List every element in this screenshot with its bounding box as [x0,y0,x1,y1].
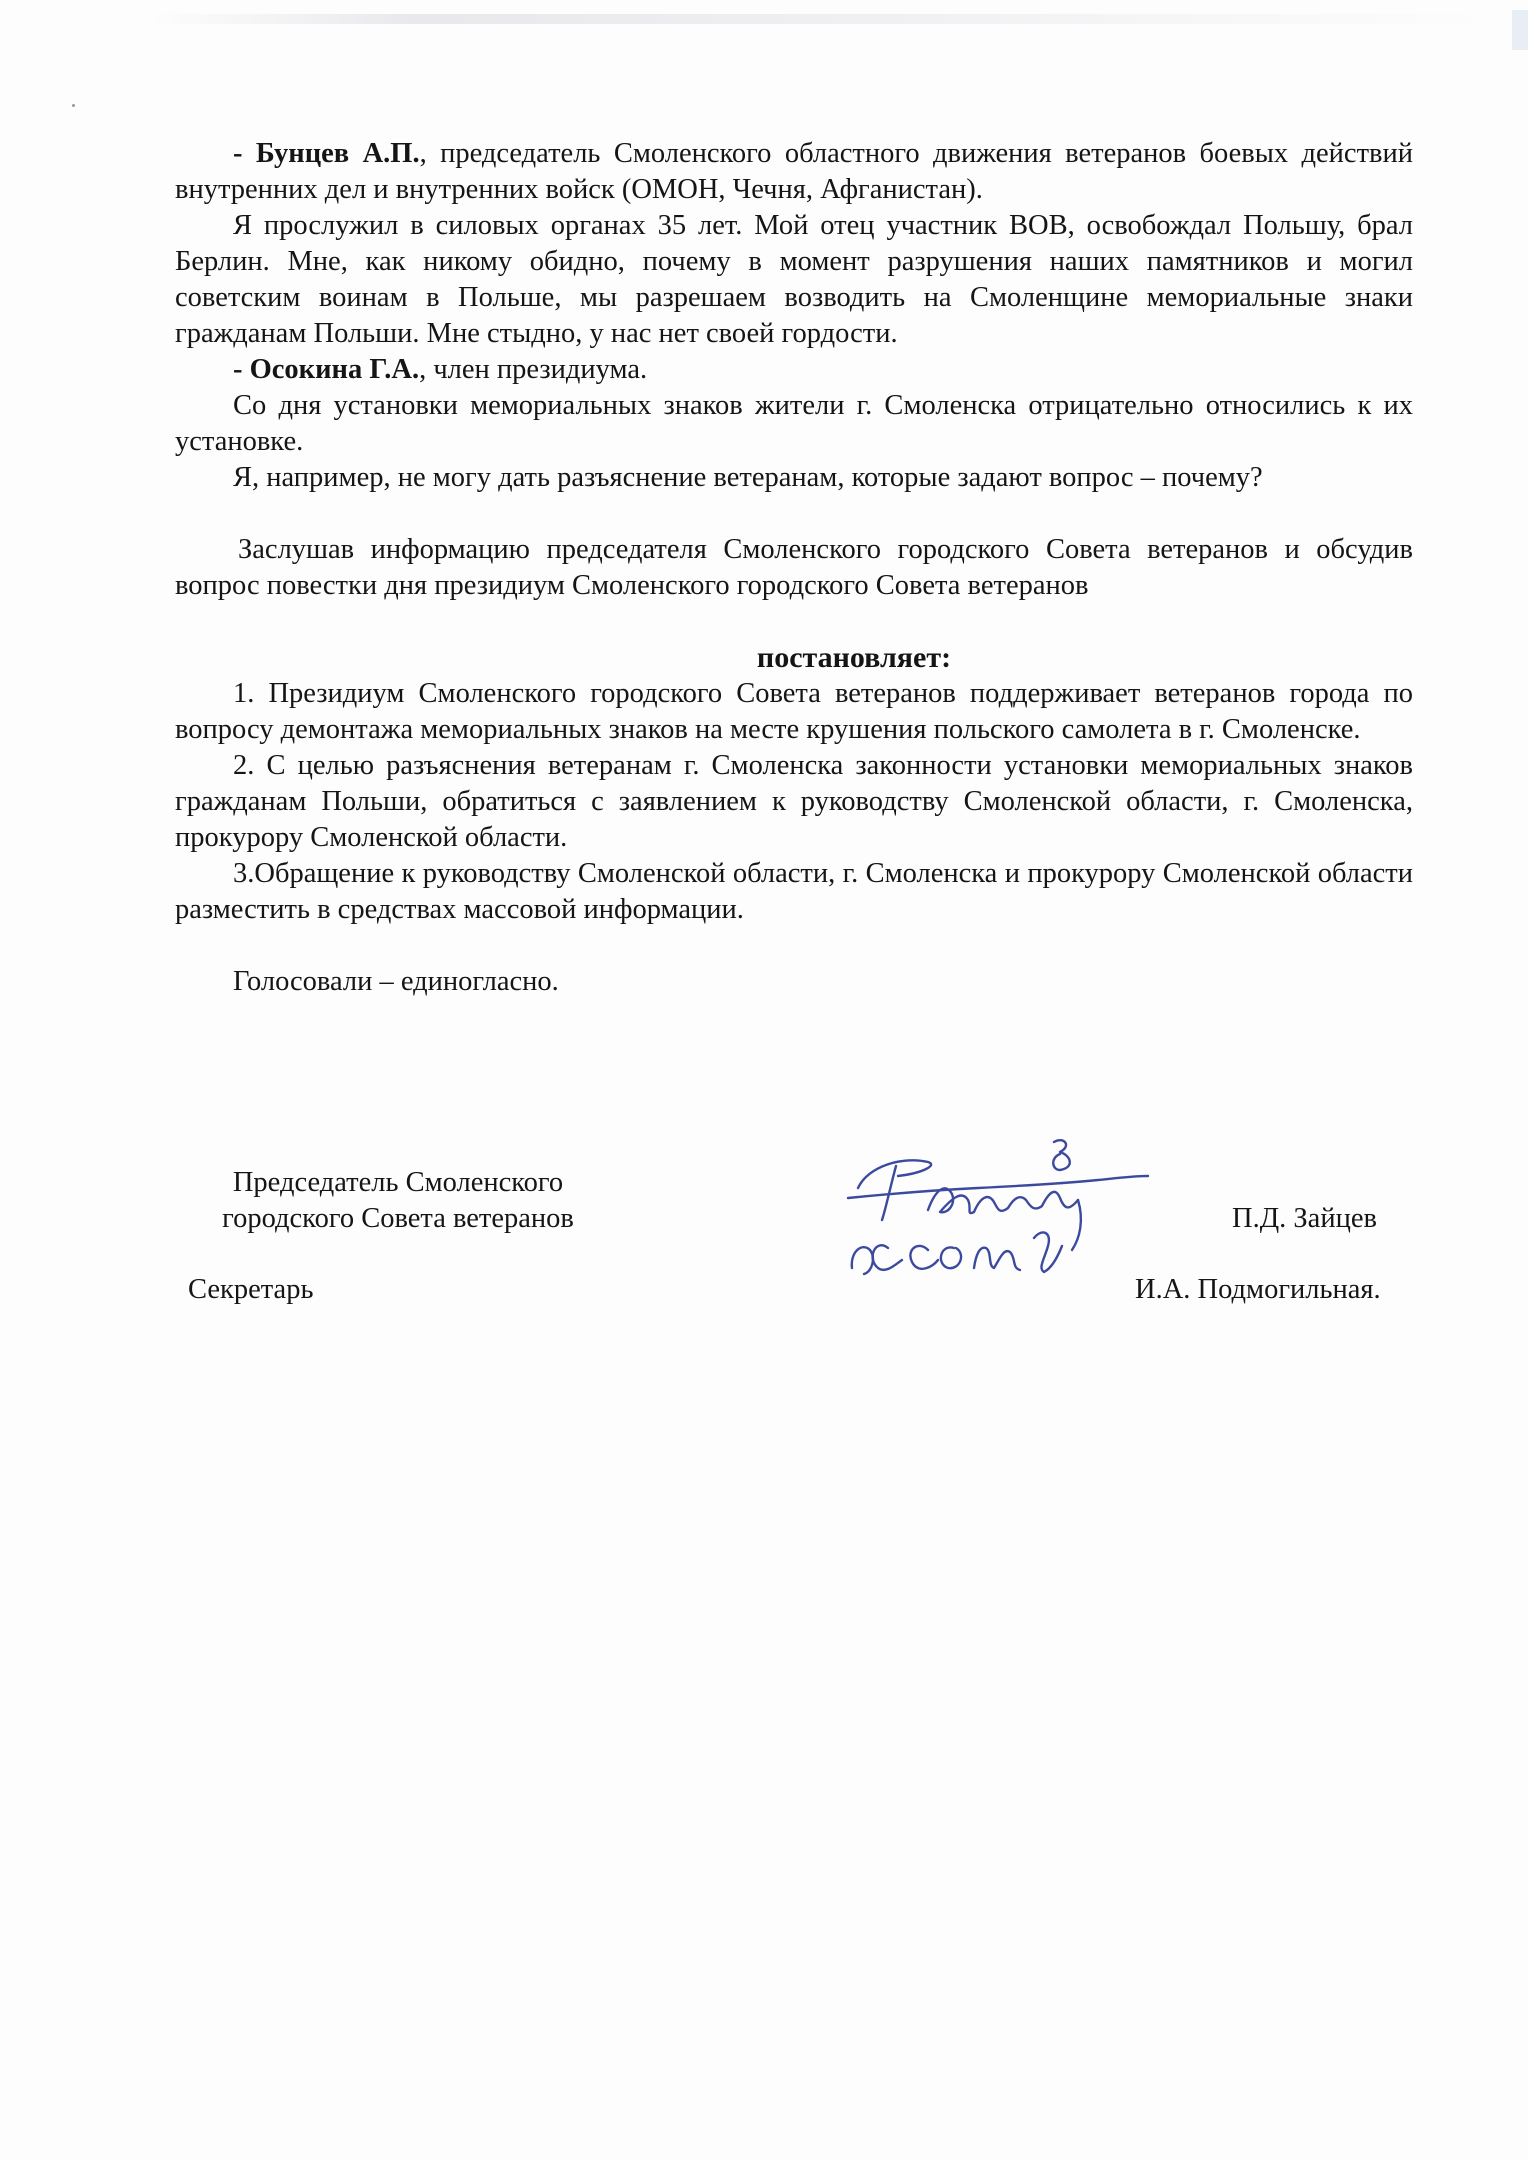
chair-signature-stroke [1072,1200,1081,1250]
secretary-name: И.А. Подмогильная. [1135,1274,1381,1305]
secretary-signature-stroke [974,1248,1020,1270]
paragraph-osokina-speech-1: Со дня установки мемориальных знаков жители г. Смоленска отрицательно относились к их установке. [175,390,1413,457]
paragraph-gap [175,496,1413,532]
paragraph-osokina [175,352,1413,388]
paragraph-gap [175,928,1413,964]
chair-signature-stroke [928,1188,1078,1213]
resolution-item-1: 1. Президиум Смоленского городского Совета ветеранов поддерживает ветеранов города по вопросу демонтажа мемориальных знаков на месте крушения польского самолета в г. Смоленске. [175,678,1413,745]
secretary-signature-stroke [941,1247,961,1268]
chair-name: П.Д. Зайцев [1232,1203,1377,1234]
chair-title-line-2: городского Совета ветеранов [222,1203,574,1234]
vote-result: Голосовали – единогласно. [233,966,559,997]
speaker-name: - Осокина Г.А. [233,354,420,385]
hearing-statement: Заслушав информацию председателя Смоленского городского Совета ветеранов и обсудив вопрос повестки дня президиум Смоленского городского Совета ветеранов [175,534,1413,601]
paragraph-buntsev [175,136,1413,208]
speaker-role: , член президиума. [419,354,648,385]
paragraph-gap [175,604,1413,640]
scan-artifact-right [1512,10,1528,50]
secretary-signature-stroke [873,1245,902,1270]
document-body [175,136,1413,1000]
paragraph-buntsev-speech: Я прослужил в силовых органах 35 лет. Мой отец участник ВОВ, освобождал Польшу, брал Берлин. Мне, как никому обидно, почему в момент разрушения наших памятников и могил советским воинам в Польше, мы разрешаем возводить на Смоленщине мемориальные знаки гражданам Польши. Мне стыдно, у нас нет своей гордости. [175,210,1413,349]
secretary-signature-stroke [910,1246,938,1269]
secretary-signature-stroke [852,1247,873,1274]
resolution-item-3: 3.Обращение к руководству Смоленской области, г. Смоленска и прокурору Смоленской области разместить в средствах массовой информации. [175,858,1413,925]
scan-artifact-dot [72,104,75,107]
chair-signature-stroke [1053,1140,1070,1170]
scan-artifact-top [150,14,1490,24]
speaker-role: , председатель Смоленского областного движения ветеранов боевых действий внутренних дел и внутренних войск (ОМОН, Чечня, Афганистан). [175,138,1413,205]
paragraph-osokina-speech-2: Я, например, не могу дать разъяснение ветеранам, которые задают вопрос – почему? [233,462,1263,493]
resolution-heading: постановляет: [756,641,952,674]
handwritten-signatures [828,1128,1188,1288]
resolution-item-2: 2. С целью разъяснения ветеранам г. Смоленска законности установки мемориальных знаков гражданам Польши, обратиться с заявлением к руководству Смоленской области, г. Смоленска, прокурору Смоленской области. [175,750,1413,853]
secretary-signature-stroke [1034,1232,1062,1272]
chair-title-line-1: Председатель Смоленского [232,1167,564,1198]
chair-title [198,1165,598,1237]
secretary-title: Секретарь [188,1274,314,1305]
speaker-name: - Бунцев А.П. [233,138,420,169]
